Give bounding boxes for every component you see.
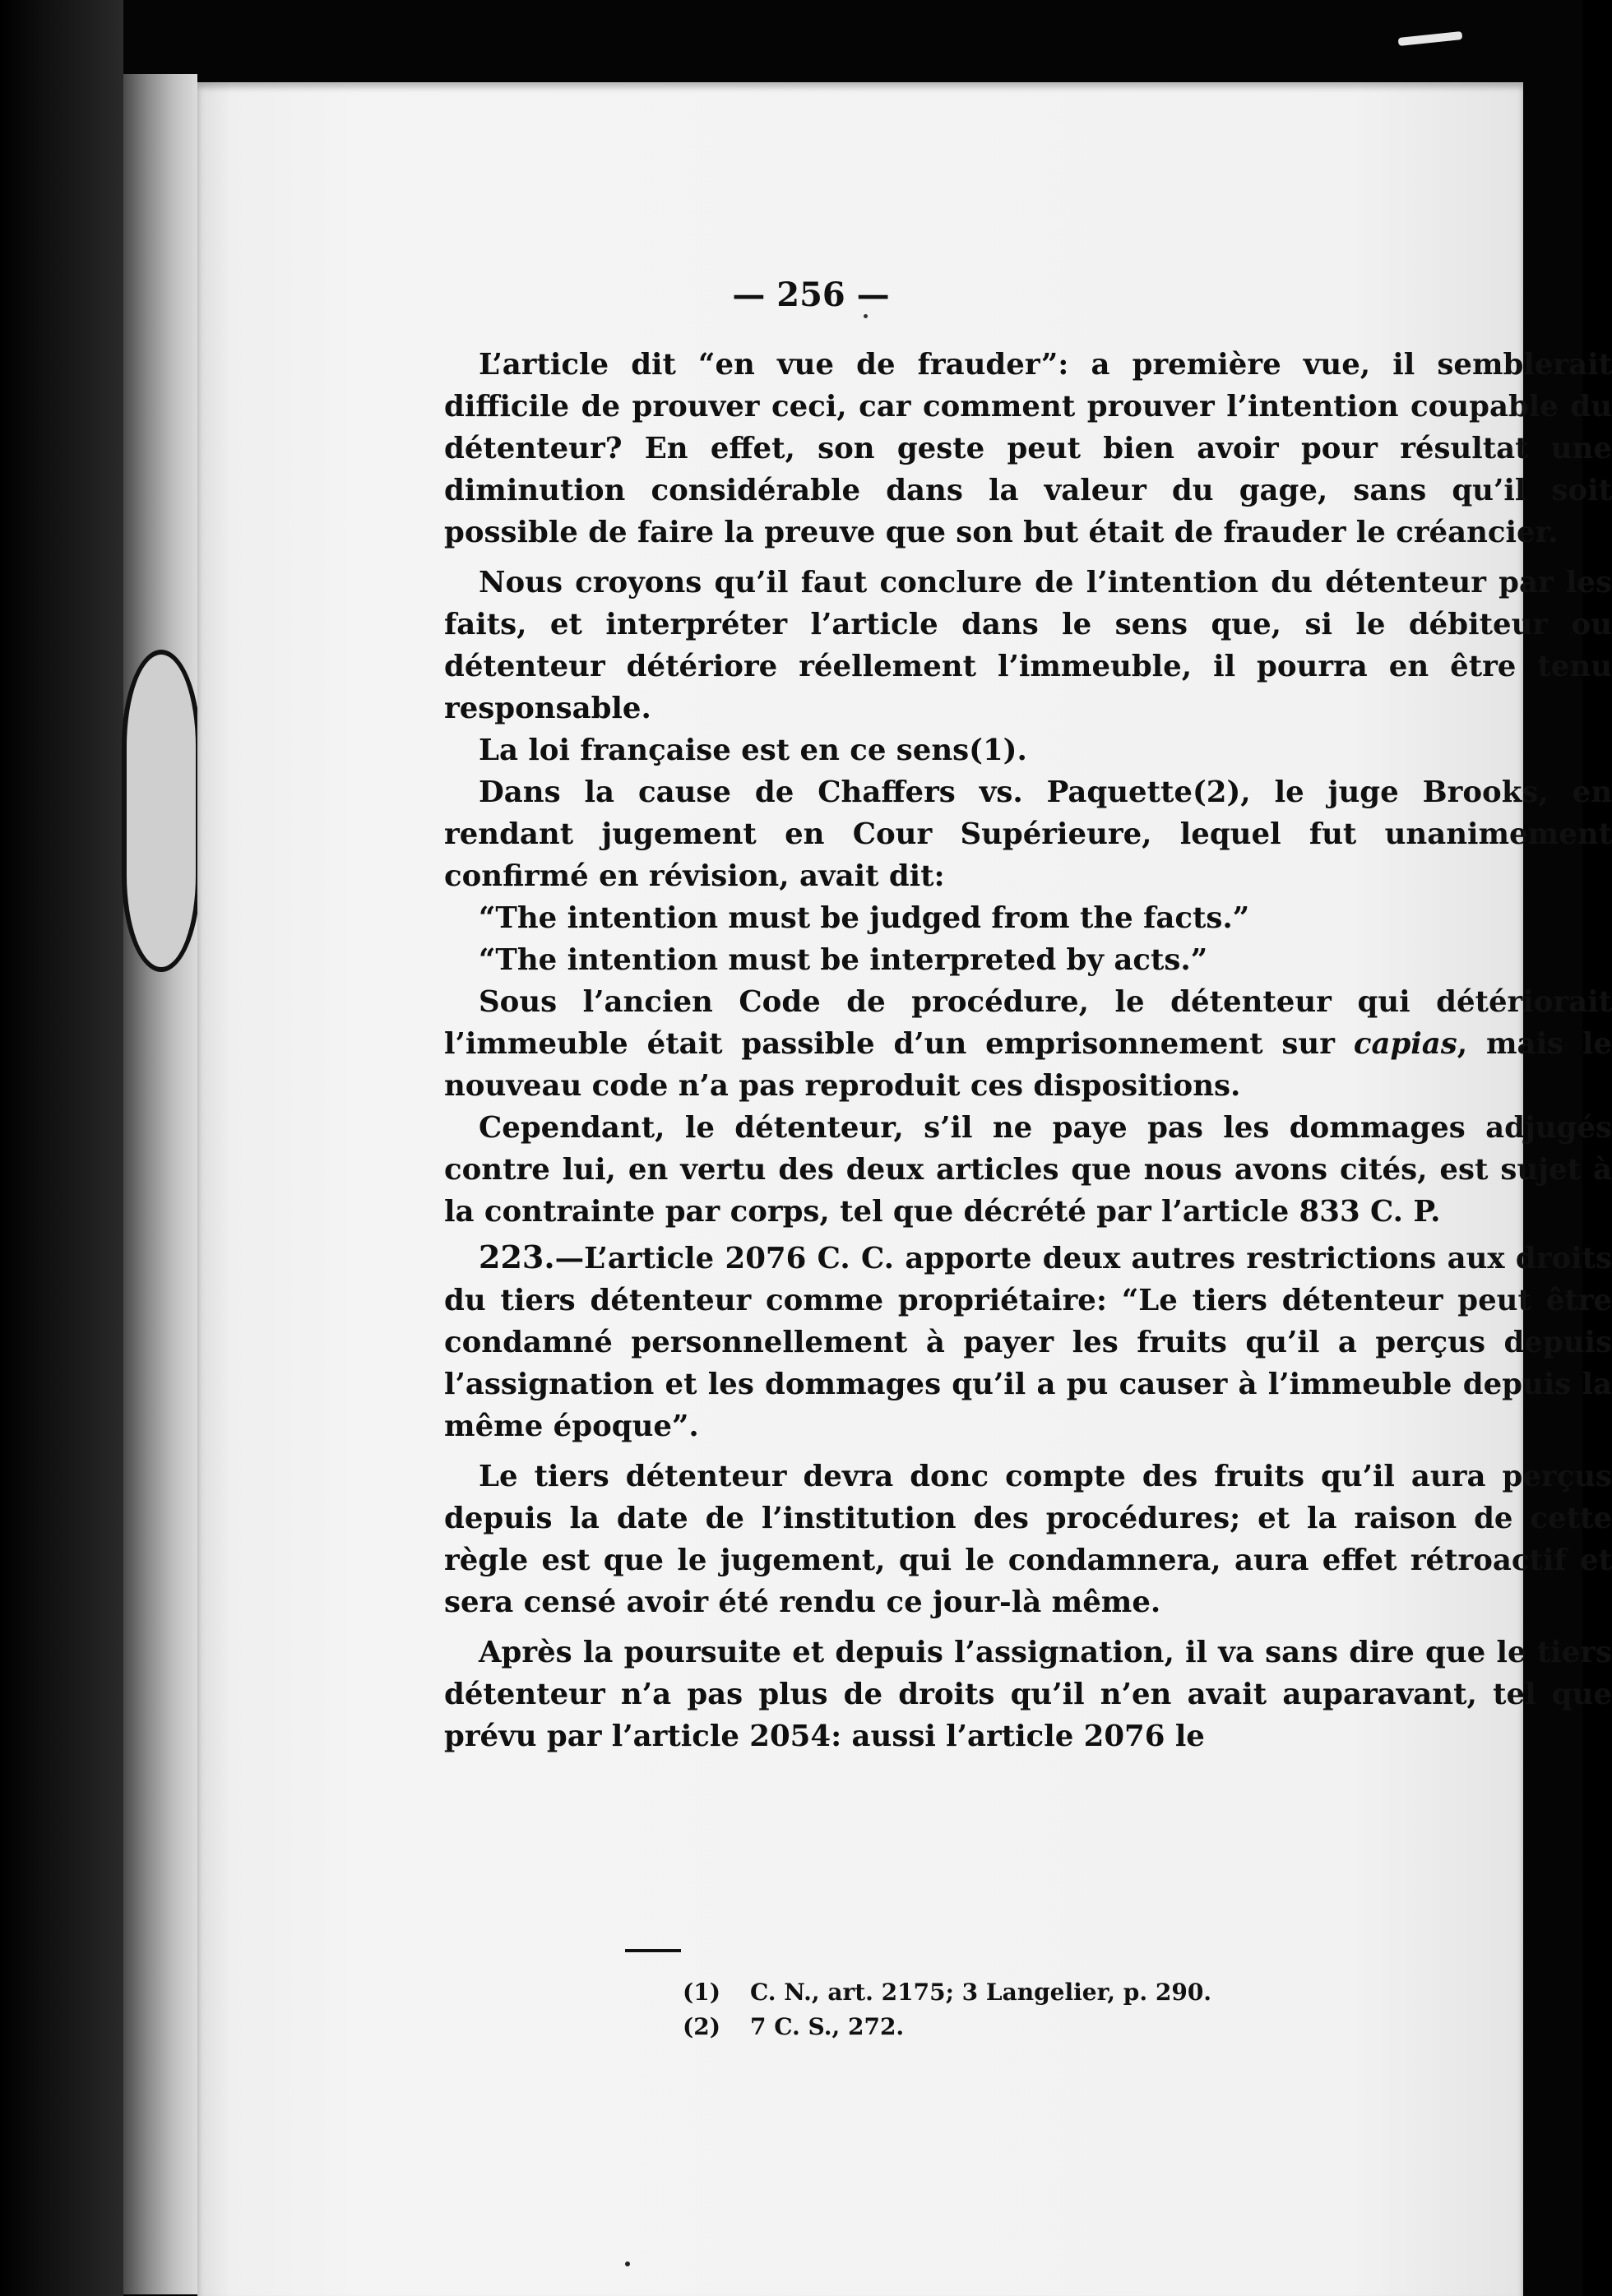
footnotes: [683, 1975, 1423, 2044]
page-body: [444, 344, 1612, 1761]
paragraph-text: , mais le nouveau code n’a pas reproduit ces dispositions.: [444, 1027, 1612, 1103]
section-number: 223.: [479, 1238, 555, 1275]
paragraph: Le tiers détenteur devra donc compte des fruits qu’il aura perçus depuis la date de l’institution des procédures; et la raison de cette règle est que le jugement, qui le condamnera, aura effet rétroactif et sera censé avoir été rendu ce jour-là même.: [444, 1460, 1612, 1619]
footnote-mark: (1): [683, 1979, 720, 2006]
paragraph: L’article dit “en vue de frauder”: a première vue, il semblerait difficile de prouver ceci, car comment prouver l’intention coupable du détenteur? En effet, son geste peut bien avoir pour résultat une diminution considérable dans la valeur du gage, sans qu’il soit possible de faire la preuve que son but était de frauder le créancier.: [444, 348, 1612, 549]
paragraph: Dans la cause de Chaffers vs. Paquette(2), le juge Brooks, en rendant jugement en Cour Supérieure, lequel fut unanimement confirmé en révision, avait dit:: [444, 775, 1612, 893]
footnote-divider: [625, 1949, 681, 1952]
quotation: “The intention must be judged from the facts.”: [479, 901, 1250, 935]
spine-library-label: [122, 650, 201, 972]
paragraph: La loi française est en ce sens(1).: [479, 734, 1027, 767]
book-page: [197, 82, 1612, 2296]
speck: [864, 314, 868, 318]
paragraph-text: —L’article 2076 C. C. apporte deux autres restrictions aux droits du tiers détenteur comme propriétaire: “Le tiers détenteur peut être condamné personnellement à payer les fruits qu’il a perçus depuis l’assignation et les dommages qu’il a pu causer à l’immeuble depuis la même époque”.: [444, 1242, 1612, 1443]
page-gutter-shadow: [123, 74, 197, 2294]
paragraph: Après la poursuite et depuis l’assignation, il va sans dire que le tiers détenteur n’a pas plus de droits qu’il n’en avait auparavant, tel que prévu par l’article 2054: aussi l’article 2076 le: [444, 1636, 1612, 1753]
scanner-mark: [1398, 31, 1463, 46]
italic-term: capias: [1353, 1027, 1457, 1061]
footnote: [683, 2010, 1423, 2044]
footnote-mark: (2): [683, 2013, 720, 2040]
paragraph-text: Sous l’ancien Code de procédure, le détenteur qui détériorait l’immeuble était passible d’un emprisonnement sur: [444, 985, 1612, 1061]
speck: [625, 2261, 630, 2266]
page-number: — 256 —: [732, 275, 890, 314]
paragraph: Nous croyons qu’il faut conclure de l’intention du détenteur par les faits, et interpréter l’article dans le sens que, si le débiteur ou détenteur détériore réellement l’immeuble, il pourra en être tenu responsable.: [444, 566, 1612, 725]
paragraph: [444, 981, 1612, 1107]
footnote-text: 7 C. S., 272.: [750, 2013, 905, 2040]
quotation: “The intention must be interpreted by acts.”: [479, 943, 1208, 977]
paragraph: Cependant, le détenteur, s’il ne paye pas les dommages adjugés contre lui, en vertu des deux articles que nous avons cités, est sujet à la contrainte par corps, tel que décrété par l’article 833 C. P.: [444, 1111, 1612, 1229]
book-spine: [0, 0, 123, 2296]
footnote-text: C. N., art. 2175; 3 Langelier, p. 290.: [750, 1979, 1212, 2006]
section-paragraph: [444, 1236, 1612, 1447]
footnote: [683, 1975, 1423, 2010]
